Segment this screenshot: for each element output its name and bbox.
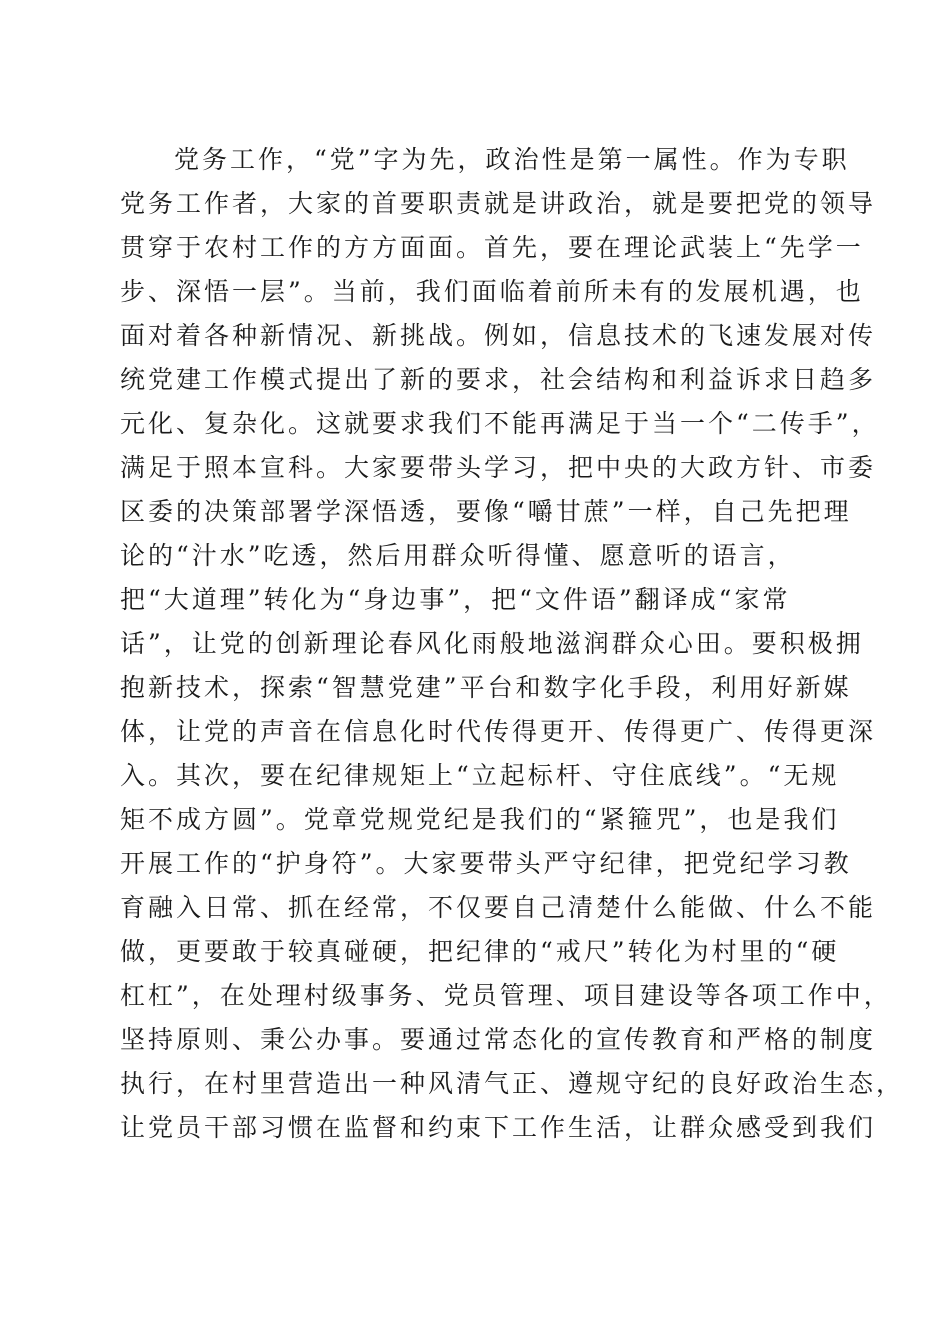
paragraph-line-21: 坚持原则、秉公办事。要通过常态化的宣传教育和严格的制度 xyxy=(120,1025,877,1054)
paragraph-line-23: 让党员干部习惯在监督和约束下工作生活，让群众感受到我们 xyxy=(120,1113,877,1142)
paragraph-line-3: 贯穿于农村工作的方方面面。首先，要在理论武装上“先学一 xyxy=(120,233,864,262)
paragraph-line-14: 体，让党的声音在信息化时代传得更开、传得更广、传得更深 xyxy=(120,717,877,746)
paragraph-line-11: 把“大道理”转化为“身边事”，把“文件语”翻译成“家常 xyxy=(120,585,791,614)
paragraph-line-2: 党务工作者，大家的首要职责就是讲政治，就是要把党的领导 xyxy=(120,189,877,218)
paragraph-line-20: 杠杠”，在处理村级事务、党员管理、项目建设等各项工作中， xyxy=(120,981,892,1010)
paragraph-line-16: 矩不成方圆”。党章党规党纪是我们的“紧箍咒”，也是我们 xyxy=(120,805,840,834)
paragraph-line-15: 入。其次，要在纪律规矩上“立起标杆、守住底线”。“无规 xyxy=(120,761,840,790)
paragraph-line-5: 面对着各种新情况、新挑战。例如，信息技术的飞速发展对传 xyxy=(120,321,877,350)
paragraph-line-17: 开展工作的“护身符”。大家要带头严守纪律，把党纪学习教 xyxy=(120,849,852,878)
paragraph-line-10: 论的“汁水”吃透，然后用群众听得懂、愿意听的语言， xyxy=(120,541,796,570)
paragraph-line-13: 抱新技术，探索“智慧党建”平台和数字化手段，利用好新媒 xyxy=(120,673,852,702)
paragraph-line-18: 育融入日常、抓在经常，不仅要自己清楚什么能做、什么不能 xyxy=(120,893,877,922)
paragraph-line-6: 统党建工作模式提出了新的要求，社会结构和利益诉求日趋多 xyxy=(120,365,877,394)
paragraph-line-4: 步、深悟一层”。当前，我们面临着前所未有的发展机遇，也 xyxy=(120,277,864,306)
paragraph-line-1: 党务工作，“党”字为先，政治性是第一属性。作为专职 xyxy=(174,145,850,174)
paragraph-line-7: 元化、复杂化。这就要求我们不能再满足于当一个“二传手”， xyxy=(120,409,880,438)
paragraph-line-9: 区委的决策部署学深悟透，要像“嚼甘蔗”一样，自己先把理 xyxy=(120,497,852,526)
body-paragraph xyxy=(120,138,905,1150)
paragraph-line-8: 满足于照本宣科。大家要带头学习，把中央的大政方针、市委 xyxy=(120,453,877,482)
paragraph-line-12: 话”，让党的创新理论春风化雨般地滋润群众心田。要积极拥 xyxy=(120,629,864,658)
paragraph-line-22: 执行，在村里营造出一种风清气正、遵规守纪的良好政治生态， xyxy=(120,1069,905,1098)
paragraph-line-19: 做，更要敢于较真碰硬，把纪律的“戒尺”转化为村里的“硬 xyxy=(120,937,840,966)
